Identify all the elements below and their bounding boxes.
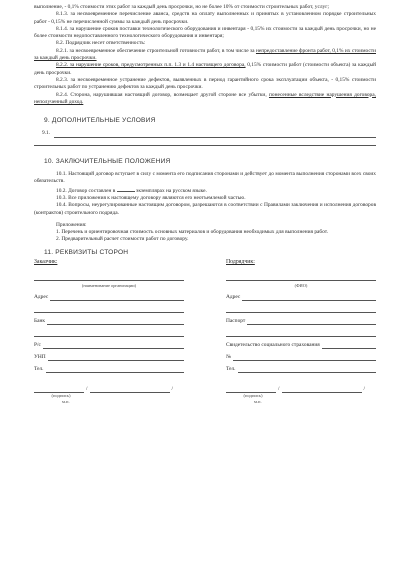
copies-count-blank[interactable]: [117, 186, 135, 192]
clause-8-2-2-text-b: 0,15% стоимости работ (стоимости объекта) за каждый день просрочки.: [34, 62, 376, 76]
stamp-label: м.п.: [62, 398, 70, 404]
section-10-heading: 10. ЗАКЛЮЧИТЕЛЬНЫЕ ПОЛОЖЕНИЯ: [44, 157, 171, 165]
contractor-number-field[interactable]: [226, 352, 376, 361]
clause-8-2-4-text-b: понесенные вследствие нарушения договора, неполученный доход.: [34, 91, 376, 105]
customer-address-field-2[interactable]: [34, 304, 184, 313]
contractor-insurance-field[interactable]: [226, 340, 376, 349]
contractor-title: Подрядчик:: [226, 259, 255, 266]
address-label: Адрес: [226, 294, 241, 301]
appendix-title: Приложения:: [56, 221, 87, 228]
signature-caption: (подпись): [243, 393, 263, 399]
customer-unp-field[interactable]: [34, 352, 184, 361]
contractor-address-field-2[interactable]: [226, 304, 376, 313]
customer-bank-field[interactable]: [34, 316, 184, 325]
number-label: №: [226, 354, 232, 361]
customer-signature[interactable]: / /: [34, 385, 184, 393]
clause-10-4: 10.4. Вопросы, неурегулированные настоящим договором, разрешаются в соответствии с Правилами заключения и исполнения договоров (контрактов) строительного подряда.: [34, 202, 376, 216]
clause-9-1-number: 9.1.: [42, 130, 51, 137]
appendix-2: 2. Предварительный расчет стоимости работ по договору.: [56, 236, 189, 243]
account-label: Р/с: [34, 342, 41, 349]
clause-10-2-text-a: 10.2. Договор составлен в: [56, 187, 116, 194]
clause-8-2-1-text-a: 8.2.1. за несвоевременное обеспечение строительной готовности работ, в том числе за: [56, 47, 255, 54]
insurance-label: Свидетельство социального страхования: [226, 342, 320, 349]
customer-name-field[interactable]: [34, 272, 184, 281]
tel-label: Тел.: [34, 366, 44, 373]
customer-title: Заказчик:: [34, 259, 58, 266]
clause-10-2: [34, 186, 376, 195]
customer-column: [34, 259, 184, 404]
section-9-heading: 9. ДОПОЛНИТЕЛЬНЫЕ УСЛОВИЯ: [44, 117, 156, 125]
section-11-heading: 11. РЕКВИЗИТЫ СТОРОН: [44, 248, 129, 256]
unp-label: УНП: [34, 354, 46, 361]
requisites: [34, 259, 376, 404]
contractor-name-field[interactable]: [226, 272, 376, 281]
penalty-paragraph: выполнение, - 0,1% стоимости этих работ за каждый день просрочки, но не более 10% от стоимости строительных работ, услуг;: [34, 4, 329, 10]
clause-9-1: [42, 130, 376, 137]
clause-8-1-3: 8.1.3. за несвоевременное перечисление аванса, средств на оплату выполненных и принятых в установленном порядке строительных работ - 0,15% не перечисленной суммы за каждый день просрочки.: [34, 11, 376, 25]
appendix-1: 1. Перечень и ориентировочная стоимость основных материалов и оборудования необходимых для выполнения работ.: [56, 229, 329, 236]
stamp-label: м.п.: [254, 398, 262, 404]
passport-label: Паспорт: [226, 318, 246, 325]
clause-8-1-4: 8.1.4. за нарушение сроков поставки технологического оборудования и инвентаря - 0,15% их стоимости за каждый день просрочки, но не более стоимости недопоставленного технологического оборудования и инвентаря;: [34, 25, 376, 40]
clause-8-2-3: 8.2.3. за несвоевременное устранение дефектов, выявленных в период гарантийного срока эксплуатации объекта, - 0,15% стоимости строительных работ по устранению дефектов за каждый день просрочки.: [34, 76, 376, 91]
signature-caption: (подпись): [51, 393, 71, 399]
clause-8-2-4: [34, 92, 376, 107]
contractor-column: [226, 259, 376, 404]
contractor-signature[interactable]: / /: [226, 385, 376, 393]
customer-name-caption: (наименование организации): [81, 283, 137, 289]
contractor-tel-field[interactable]: [226, 364, 376, 373]
blank-line[interactable]: [34, 138, 376, 146]
customer-address-field[interactable]: [34, 292, 184, 301]
clause-8-2: 8.2. Подрядчик несет ответственность:: [56, 40, 146, 47]
clause-8-2-1: [34, 48, 376, 63]
customer-account-field[interactable]: [34, 340, 184, 349]
contractor-passport-field[interactable]: [226, 316, 376, 325]
contractor-passport-field-2[interactable]: [226, 328, 376, 337]
contractor-address-field[interactable]: [226, 292, 376, 301]
clause-8-2-2: [34, 62, 376, 77]
clause-8-2-1-text-b: непредоставление фронта работ, 0,1% их стоимости за каждый день просрочки.: [34, 47, 376, 62]
customer-tel-field[interactable]: [34, 364, 184, 373]
clause-10-1: 10.1. Настоящий договор вступает в силу с момента его подписания сторонами и действует до момента выполнения сторонами всех своих обязательств.: [34, 171, 376, 185]
clause-10-3: 10.3. Все приложения к настоящему договору являются его неотъемлемой частью.: [56, 194, 246, 201]
clause-9-1-blank[interactable]: [54, 131, 376, 138]
contractor-name-caption: (ФИО): [294, 283, 308, 289]
customer-bank-field-2[interactable]: [34, 328, 184, 337]
clause-8-2-2-text-a: 8.2.2. за нарушение сроков, предусмотренных п.п. 1.3 и 1.4 настоящего договора,: [56, 62, 246, 69]
tel-label: Тел.: [226, 366, 236, 373]
bank-label: Банк: [34, 318, 45, 325]
address-label: Адрес: [34, 294, 49, 301]
clause-10-2-text-b: экземплярах на русском языке.: [136, 187, 207, 194]
clause-8-2-4-text-a: 8.2.4. Сторона, нарушившая настоящий договор, возмещает другой стороне все убытки,: [56, 91, 267, 98]
